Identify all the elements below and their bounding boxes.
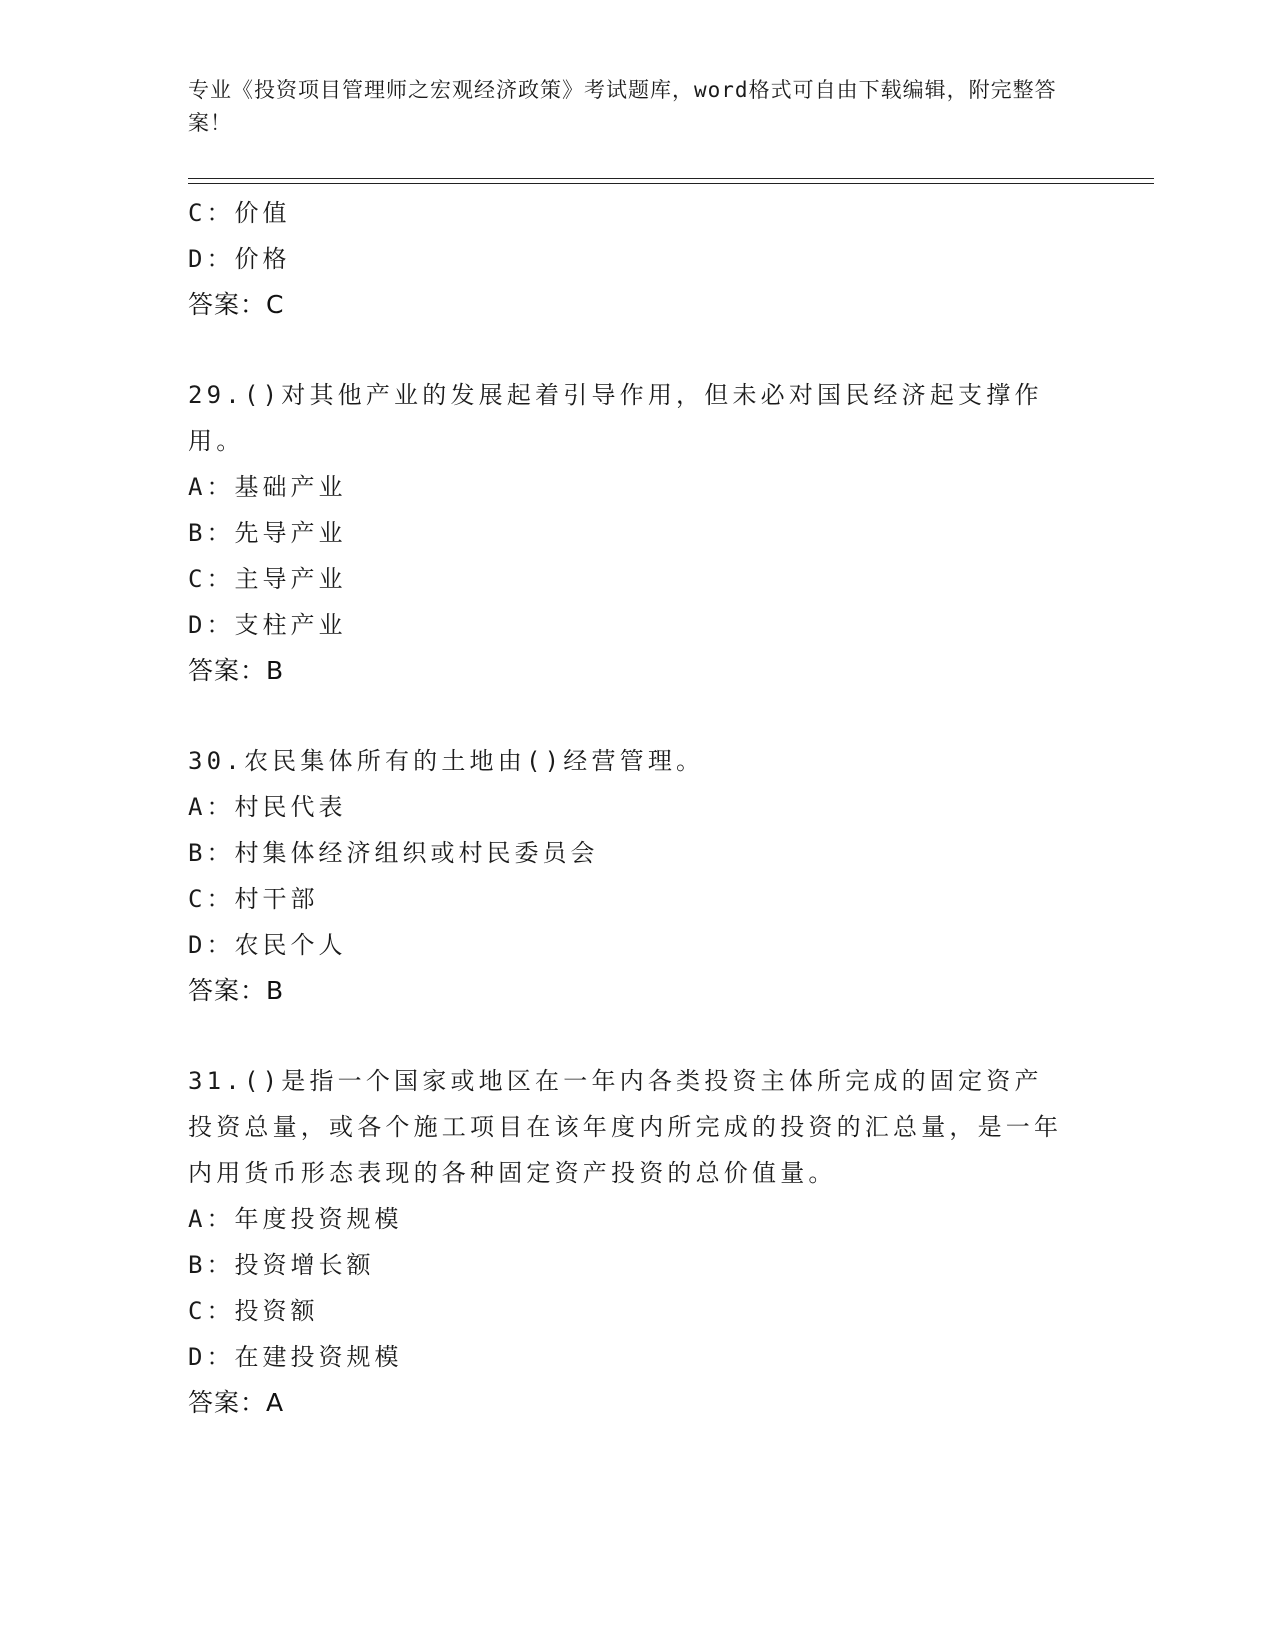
option-b: B：先导产业 [188,519,347,547]
question-30 [188,738,1088,1014]
question-stem: 30.农民集体所有的土地由()经营管理。 [188,747,705,775]
header-text: 专业《投资项目管理师之宏观经济政策》考试题库，word格式可自由下载编辑，附完整答案！ [188,78,1057,135]
question-stem: 29.()对其他产业的发展起着引导作用，但未必对国民经济起支撑作用。 [188,381,1043,455]
question-gap [188,694,1088,738]
answer-line: 答案：A [188,1388,285,1417]
option-d: D：在建投资规模 [188,1343,403,1371]
option-c: C：投资额 [188,1297,319,1325]
option-c: C：村干部 [188,885,319,913]
option-b: B：村集体经济组织或村民委员会 [188,839,599,867]
option-d: D：价格 [188,245,291,273]
option-a: A：村民代表 [188,793,347,821]
option-c: C：主导产业 [188,565,347,593]
option-a: A：年度投资规模 [188,1205,403,1233]
question-partial [188,190,1088,328]
header-rule-bottom [188,183,1154,184]
answer-line: 答案：B [188,976,285,1005]
option-c: C：价值 [188,199,291,227]
answer-line: 答案：C [188,290,285,319]
option-d: D：支柱产业 [188,611,347,639]
question-gap [188,1014,1088,1058]
header-rule-top [188,178,1154,179]
option-a: A：基础产业 [188,473,347,501]
option-d: D：农民个人 [188,931,347,959]
question-gap [188,328,1088,372]
question-31 [188,1058,1088,1426]
option-b: B：投资增长额 [188,1251,375,1279]
answer-line: 答案：B [188,656,285,685]
question-29 [188,372,1088,694]
document-header [188,74,1068,140]
question-list [188,190,1088,1426]
question-stem: 31.()是指一个国家或地区在一年内各类投资主体所完成的固定资产投资总量，或各个施工项目在该年度内所完成的投资的汇总量，是一年内用货币形态表现的各种固定资产投资的总价值量。 [188,1067,1063,1187]
